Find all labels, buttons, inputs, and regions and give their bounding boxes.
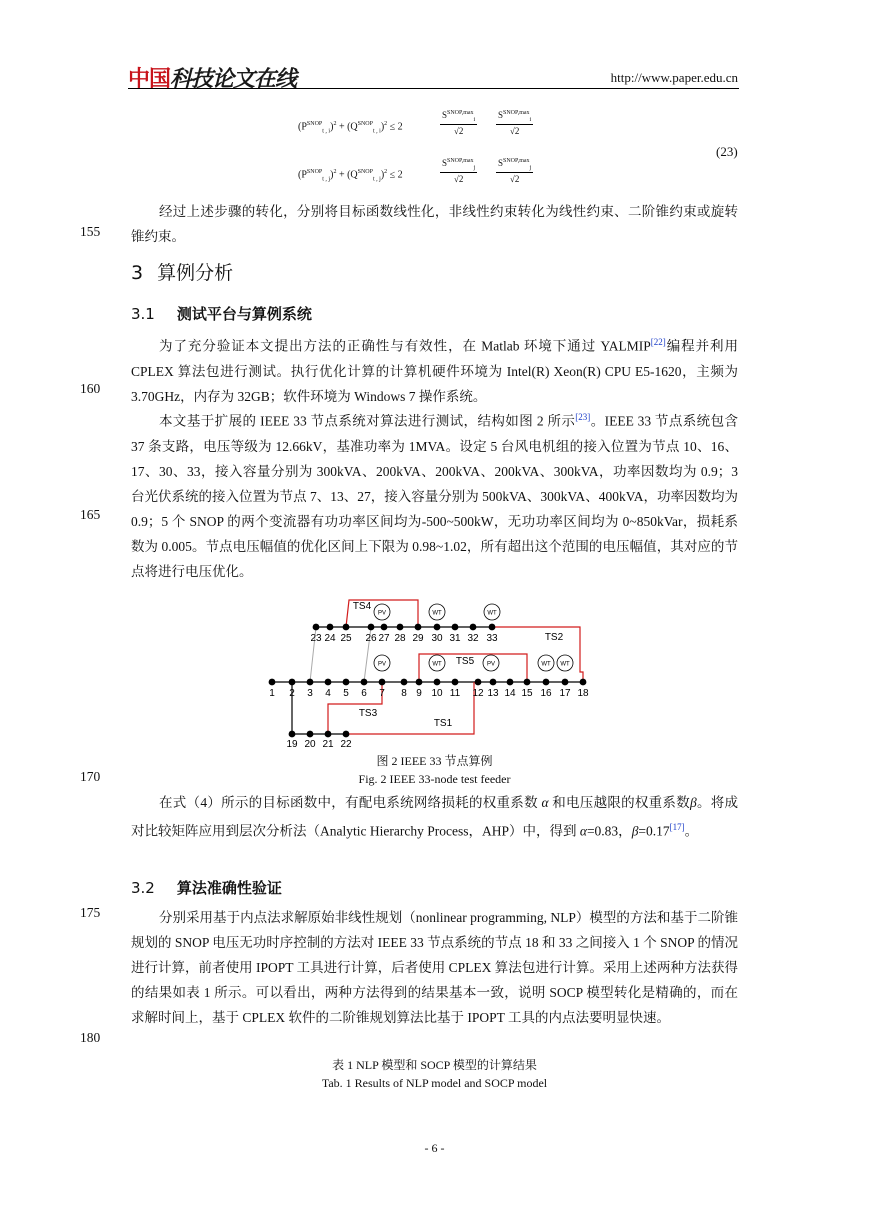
ts2-label: TS2	[544, 632, 564, 643]
bus-node	[343, 679, 350, 686]
bus-node	[452, 624, 459, 631]
logo-red-text: 中国	[128, 67, 171, 92]
node-label: 22	[340, 739, 352, 750]
gen-label: PV	[486, 661, 496, 668]
node-label: 33	[486, 633, 498, 644]
logo-black-text: 科技论文在线	[170, 67, 297, 92]
section-3-1-heading: 3.1 测试平台与算例系统	[131, 305, 312, 323]
paragraph-conversion: 经过上述步骤的转化，分别将目标函数线性化，非线性约束转化为线性约束、二阶锥约束或旋转锥约束。	[131, 204, 738, 244]
p-superscript: SNOP	[306, 121, 323, 127]
node-label: 27	[378, 633, 390, 644]
paragraph-accuracy: 分别采用基于内点法求解原始非线性规划（nonlinear programming, NLP）模型的方法和基于二阶锥规划的 SNOP 电压无功时序控制的方法对 IEEE 33 节点系统的节点 18 和 33 之间接入 1 个 SNOP 的情况进行计算，前者使用 IPOPT 工具进行计算，后者使用 CPLEX 算法包进行计算。采用上述两种方法获得的结果如表 1 所示。可以看出，两种方法得到的结果基本一致，说明 SOCP 模型转化是精确的，而在求解时间上，基于 CPLEX 软件的二阶锥规划算法比基于 IPOPT 工具的内点法要明显快速。	[131, 910, 738, 1025]
bus-node	[475, 679, 482, 686]
beta-symbol: β	[689, 795, 697, 810]
node-label: 24	[324, 633, 336, 644]
ts1-label: TS1	[433, 718, 453, 729]
node-label: 23	[310, 633, 322, 644]
section-3-2-heading: 3.2 算法准确性验证	[131, 879, 282, 897]
node-label: 14	[504, 688, 516, 699]
node-label: 6	[361, 688, 367, 699]
bus-node	[580, 679, 587, 686]
bus-node	[327, 624, 334, 631]
node-label: 12	[472, 688, 484, 699]
node-label: 10	[431, 688, 443, 699]
bus-node	[307, 679, 314, 686]
bus-node	[470, 624, 477, 631]
table-1-caption-cn: 表 1 NLP 模型和 SOCP 模型的计算结果	[332, 1058, 537, 1072]
gen-label: PV	[377, 661, 387, 668]
node-label: 2	[289, 688, 295, 699]
node-label: 21	[322, 739, 334, 750]
paragraph-test-system: 本文基于扩展的 IEEE 33 节点系统对算法进行测试，结构如图 2 所示[23]。IEEE 33 节点系统包含 37 条支路，电压等级为 12.66kV，基准功率为 1MVA。设定 5 台风电机组的接入位置为节点 10、16、17、30、33，接入容量分别为 300kVA、200kVA、200kVA、200kVA、300kVA，功率因数均为 0.9；3 台光伏系统的接入位置为节点 7、13、27，接入容量分别为 500kVA、300kVA、400kVA，功率因数均为 0.9；5 个 SNOP 的两个变流器有功功率区间均为-500~500kW，无功功率区间均为 0~850kVar，损耗系数为 0.005。节点电压幅值的优化区间上下限为 0.98~1.02，所有超出这个范围的电压幅值，其对应的节点将进行电压优化。	[131, 412, 738, 579]
line-number-175: 175	[80, 905, 101, 920]
gen-label: WT	[541, 661, 551, 668]
bus-node	[368, 624, 375, 631]
p-subscript: t , i	[322, 128, 331, 135]
bus-node	[289, 731, 296, 738]
node-label: 16	[540, 688, 552, 699]
line-number-155: 155	[80, 224, 101, 239]
node-label: 18	[577, 688, 589, 699]
bus-node	[401, 679, 408, 686]
section-3-heading: 3 算例分析	[131, 262, 234, 284]
bus-node	[490, 679, 497, 686]
line-number-180: 180	[80, 1030, 101, 1045]
node-label: 28	[394, 633, 406, 644]
fraction-2b: $S^{SNOP,max}_j$ √2	[498, 158, 532, 184]
node-label: 9	[416, 688, 422, 699]
node-label: 1	[269, 688, 275, 699]
bus-node	[415, 624, 422, 631]
gen-label: WT	[432, 610, 442, 617]
bus-node	[343, 624, 350, 631]
header-url[interactable]: http://www.paper.edu.cn	[610, 70, 738, 85]
node-label: 31	[449, 633, 461, 644]
ieee33-feeder-diagram	[262, 596, 602, 751]
bus-node	[452, 679, 459, 686]
node-label: 3	[307, 688, 313, 699]
figure-2-caption-en: Fig. 2 IEEE 33-node test feeder	[358, 772, 511, 786]
node-label: 19	[286, 739, 298, 750]
equation-line-1: $(P^{SNOP}_{t , i})^2 + (Q^{SNOP}_{t , i})^2 \le 2$	[298, 121, 403, 135]
gen-label: PV	[377, 610, 387, 617]
line-number-165: 165	[80, 507, 101, 522]
node-label: 26	[365, 633, 377, 644]
header-rule	[128, 88, 739, 89]
bus-node	[289, 679, 296, 686]
q-subscript: t , i	[372, 128, 381, 135]
fraction-2a: $S^{SNOP,max}_j$ √2	[442, 158, 476, 184]
node-label: 7	[379, 688, 385, 699]
ts3-label: TS3	[358, 708, 378, 719]
q-superscript: SNOP	[357, 121, 373, 127]
ref-22[interactable]: [22]	[650, 337, 666, 347]
fraction-1b: $S^{SNOP,max}_i$ √2	[498, 110, 532, 136]
equation-line-2: $(P^{SNOP}_{t , j})^2 + (Q^{SNOP}_{t , j})^2 \le 2$	[298, 169, 403, 183]
line-number-170: 170	[80, 769, 101, 784]
bus-node	[397, 624, 404, 631]
le-sign: ≤ 2	[389, 121, 403, 133]
gen-label: WT	[487, 610, 497, 617]
gen-label: WT	[560, 661, 570, 668]
bus-node	[269, 679, 276, 686]
bus-node	[325, 679, 332, 686]
bus-node	[416, 679, 423, 686]
bus-node	[343, 731, 350, 738]
ref-17[interactable]: [17]	[669, 822, 685, 832]
bus-node	[381, 624, 388, 631]
bus-node	[307, 731, 314, 738]
table-1-caption-en: Tab. 1 Results of NLP model and SOCP model	[321, 1076, 548, 1090]
bus-node	[361, 679, 368, 686]
equation-23	[298, 110, 558, 200]
node-label: 17	[559, 688, 571, 699]
bus-node	[507, 679, 514, 686]
node-label: 32	[467, 633, 479, 644]
bus-node	[325, 731, 332, 738]
bus-node	[524, 679, 531, 686]
paragraph-weights: 在式（4）所示的目标函数中，有配电系统网络损耗的权重系数 α 和电压越限的权重系数β。将成对比较矩阵应用到层次分析法（Analytic Hierarchy Process，AHP）中，得到 α=0.83，β=0.17[17]。	[131, 795, 739, 839]
bus-node	[313, 624, 320, 631]
paragraph-test-platform: 为了充分验证本文提出方法的正确性与有效性，在 Matlab 环境下通过 YALMIP[22]编程并利用 CPLEX 算法包进行测试。执行优化计算的计算机硬件环境为 Intel(R) Xeon(R) CPU E5-1620，主频为 3.70GHz，内存为 32GB；软件环境为 Windows 7 操作系统。	[131, 337, 739, 404]
node-label: 20	[304, 739, 316, 750]
equation-number: (23)	[716, 144, 738, 159]
node-label: 8	[401, 688, 407, 699]
node-label: 5	[343, 688, 349, 699]
gen-label: WT	[432, 661, 442, 668]
line-number-160: 160	[80, 381, 101, 396]
fraction-1a: $S^{SNOP,max}_i$ √2	[442, 110, 476, 136]
alpha-symbol: α	[541, 795, 549, 810]
node-label: 25	[340, 633, 352, 644]
node-label: 15	[521, 688, 533, 699]
ts4-label: TS4	[352, 601, 372, 612]
ref-23[interactable]: [23]	[575, 412, 591, 422]
node-label: 29	[412, 633, 424, 644]
node-label: 30	[431, 633, 443, 644]
node-label: 13	[487, 688, 499, 699]
figure-2-caption-cn: 图 2 IEEE 33 节点算例	[376, 754, 493, 768]
node-label: 4	[325, 688, 331, 699]
node-label: 11	[449, 688, 461, 699]
ts5-label: TS5	[455, 656, 475, 667]
page-number: - 6 -	[424, 1141, 445, 1155]
